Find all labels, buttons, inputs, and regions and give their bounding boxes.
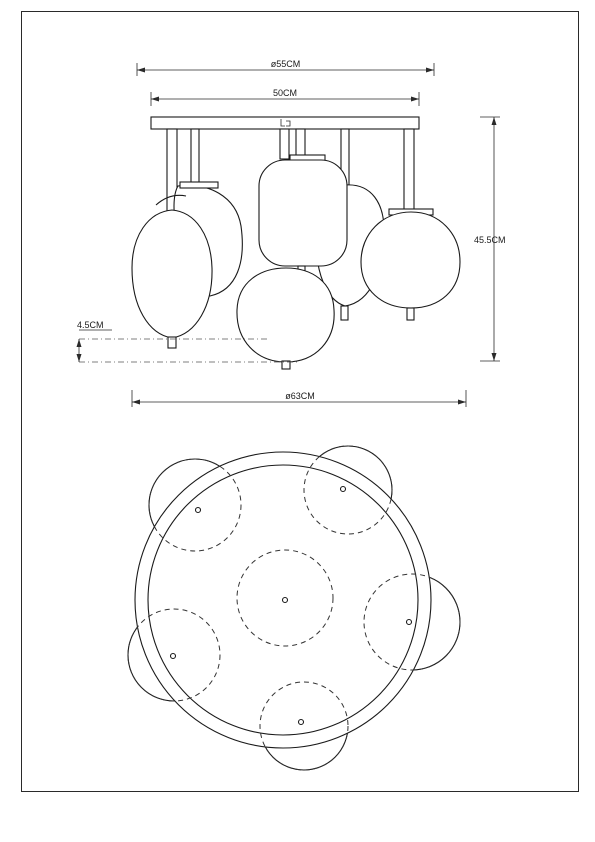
dimension-canopy-diameter: [137, 59, 434, 76]
top-view: [128, 446, 460, 770]
dimension-total-height-label: 45.5CM: [474, 235, 506, 245]
dimension-mount-width-label: 50CM: [272, 88, 298, 98]
shade-front-left: [132, 210, 212, 348]
dimension-mount-width: [151, 88, 419, 106]
dimension-overall-diameter-label: ø63CM: [285, 391, 315, 401]
dimension-total-height: [474, 117, 506, 361]
shade-front-right: [361, 209, 460, 320]
dimension-canopy-diameter-label: ø55CM: [270, 59, 301, 69]
shade-bottom-center: [237, 268, 334, 369]
dimension-overall-diameter: [132, 390, 466, 407]
shade-front-center: [259, 155, 347, 278]
ceiling-plate: [151, 117, 419, 129]
dimension-drop-offset-label: 4.5CM: [77, 320, 104, 330]
side-view: [77, 59, 506, 407]
